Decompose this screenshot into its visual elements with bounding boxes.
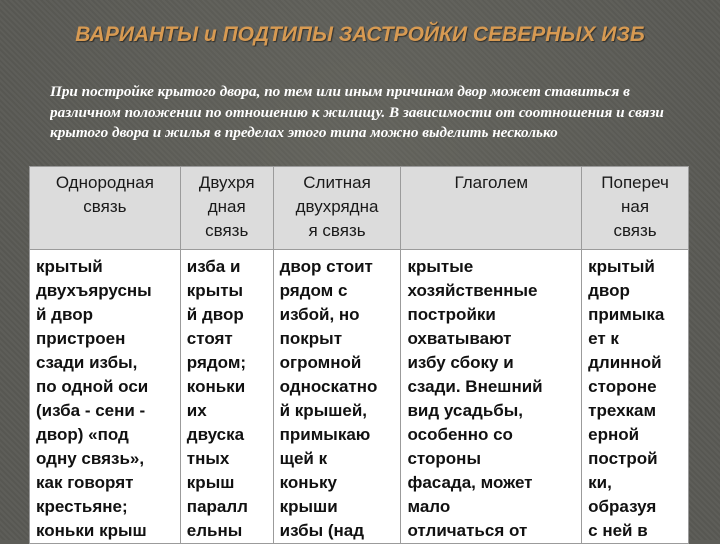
table-cell: крытый двухъярусны й двор пристроен сзади избы, по одной оси (изба - сени - двор) «под одну связь», как говорят крестьяне; коньки крыш [30,250,181,544]
column-header-label: Однородная связь [55,173,154,216]
table-cell: крытые хозяйственные постройки охватывают избу сбоку и сзади. Внешний вид усадьбы, особенно со стороны фасада, может мало отличаться от [401,250,582,544]
table-cell: изба и крыты й двор стоят рядом; коньки их двуска тных крыш паралл ельны [180,250,273,544]
table-header-row [30,167,689,250]
column-header [180,167,273,250]
column-header [273,167,401,250]
column-header [30,167,181,250]
column-header-label: Слитная двухрядна я связь [295,173,379,240]
column-header-label: Двухря дная связь [198,173,255,240]
table-cell: крытый двор примыка ет к длинной стороне трехкам ерной построй ки, образуя с ней в [582,250,689,544]
table-cell: двор стоит рядом с избой, но покрыт огромной односкатно й крышей, примыкаю щей к коньку крыши избы (над [273,250,401,544]
table-row [30,250,689,544]
column-header [401,167,582,250]
column-header-label: Попереч ная связь [601,173,669,240]
column-header [582,167,689,250]
intro-paragraph: При постройке крытого двора, по тем или иным причинам двор может ставиться в различном положении по отношению к жилищу. В зависимости от соотношения и связи крытого двора и жилья в пределах этого типа можно выделить несколько [50,83,664,141]
variants-table [29,166,689,544]
slide-title: ВАРИАНТЫ и ПОДТИПЫ ЗАСТРОЙКИ СЕВЕРНЫХ ИЗБ [75,23,645,46]
column-header-label: Глаголем [454,173,529,192]
